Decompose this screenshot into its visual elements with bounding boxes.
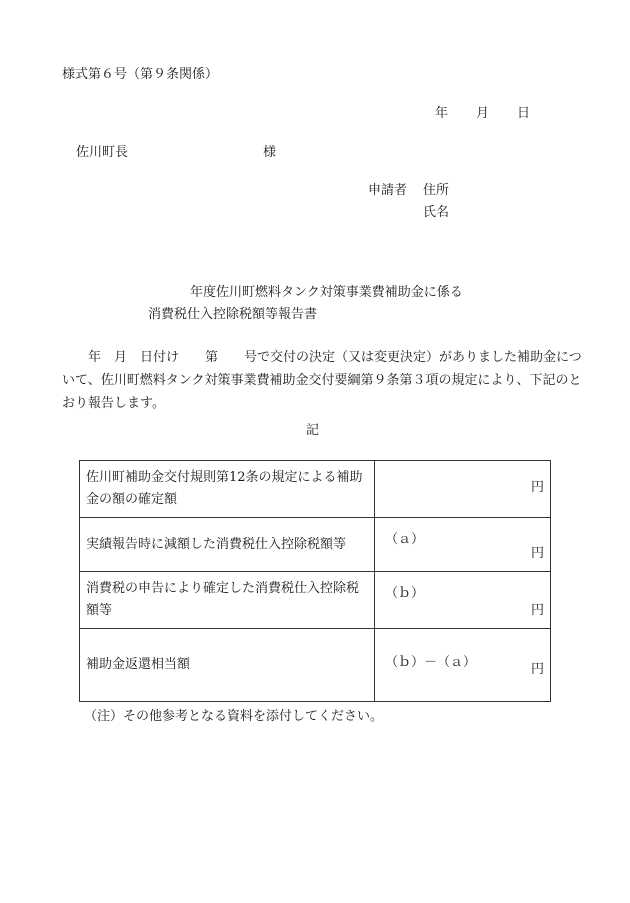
row-value-cell[interactable] xyxy=(375,629,551,702)
row-value-cell[interactable] xyxy=(375,518,551,572)
date-day-label: 日 xyxy=(517,106,531,121)
addressee-suffix: 様 xyxy=(263,145,277,160)
table-row xyxy=(80,518,551,572)
row-value-cell[interactable] xyxy=(375,572,551,629)
applicant-address-label: 住所 xyxy=(423,183,450,198)
report-table xyxy=(79,460,551,702)
row-label: 佐川町補助金交付規則第12条の規定による補助金の額の確定額 xyxy=(80,461,375,518)
applicant-role: 申請者 xyxy=(368,183,408,198)
footnote: （注）その他参考となる資料を添付してください。 xyxy=(84,709,384,724)
yen-unit: 円 xyxy=(530,662,544,677)
document-title-line1: 年度佐川町燃料タンク対策事業費補助金に係る xyxy=(190,285,463,300)
row-label: 実績報告時に減額した消費税仕入控除税額等 xyxy=(80,518,375,572)
date-year-label: 年 xyxy=(435,106,449,121)
form-number: 様式第６号（第９条関係） xyxy=(62,67,219,82)
yen-unit: 円 xyxy=(530,480,544,495)
addressee: 佐川町長 xyxy=(76,145,129,160)
date-line xyxy=(435,107,530,120)
row-label: 消費税の申告により確定した消費税仕入控除税額等 xyxy=(80,572,375,629)
date-month-label: 月 xyxy=(476,106,490,121)
applicant-name-label: 氏名 xyxy=(423,205,450,220)
row-code: （ｂ） xyxy=(385,586,425,601)
row-code: （ａ） xyxy=(385,532,425,547)
row-label: 補助金返還相当額 xyxy=(80,629,375,702)
row-value-cell[interactable] xyxy=(375,461,551,518)
yen-unit: 円 xyxy=(530,546,544,561)
body-text xyxy=(62,346,582,415)
row-code: （ｂ）－（ａ） xyxy=(385,655,477,670)
body-paragraph: 年 月 日付け 第 号で交付の決定（又は変更決定）がありました補助金について、佐川町燃料タンク対策事業費補助金交付要綱第９条第３項の規定により、下記のとおり報告します。 xyxy=(62,350,582,411)
table-row xyxy=(80,461,551,518)
document-title-line2: 消費税仕入控除税額等報告書 xyxy=(148,307,318,322)
table-row xyxy=(80,629,551,702)
yen-unit: 円 xyxy=(530,603,544,618)
ki-heading: 記 xyxy=(306,423,320,438)
table-row xyxy=(80,572,551,629)
